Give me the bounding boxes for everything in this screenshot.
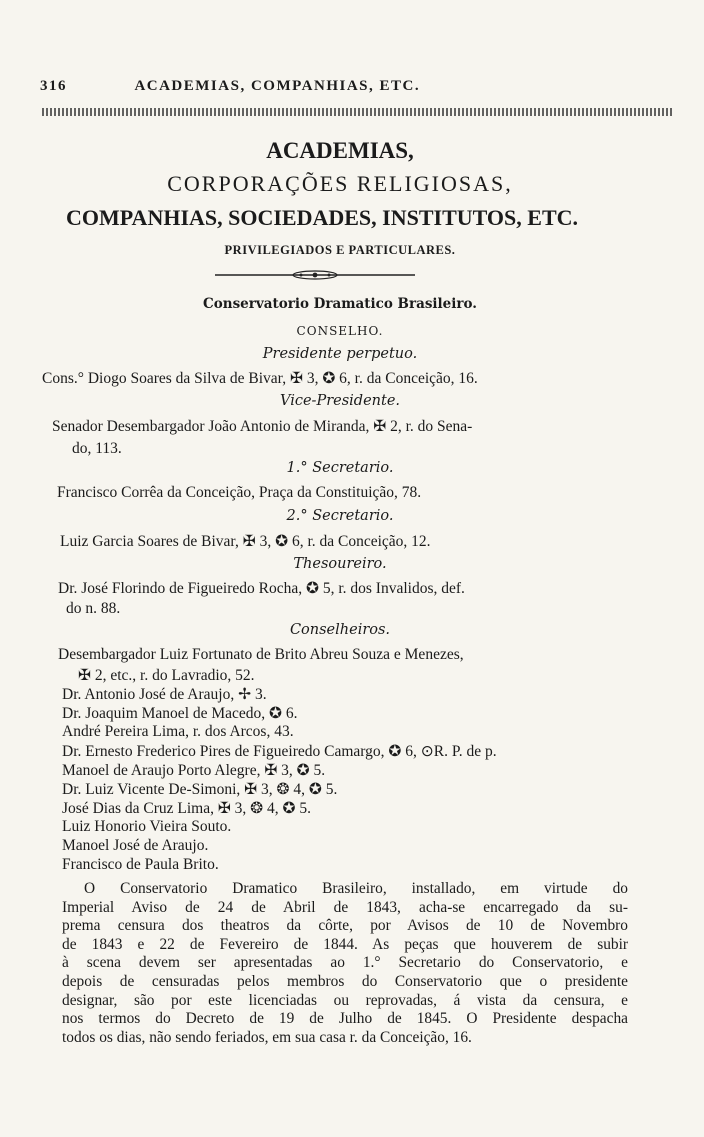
- entry-line: Manoel de Araujo Porto Alegre, ✠ 3, ✪ 5.: [62, 762, 326, 779]
- entry-line: Desembargador Luiz Fortunato de Brito Abreu Souza e Menezes,: [58, 646, 464, 663]
- body-paragraph: [62, 880, 628, 1047]
- entry-line: Cons.° Diogo Soares da Silva de Bivar, ✠ 3, ✪ 6, r. da Conceição, 16.: [42, 370, 478, 387]
- entry-line: Dr. Antonio José de Araujo, ✢ 3.: [62, 686, 267, 703]
- entry-line: Dr. Joaquim Manoel de Macedo, ✪ 6.: [62, 705, 298, 722]
- entry-line: Luiz Honorio Vieira Souto.: [62, 818, 232, 835]
- entry-line: Dr. Ernesto Frederico Pires de Figueiredo Camargo, ✪ 6, ⊙R. P. de p.: [62, 743, 497, 760]
- title-line-4: PRIVILEGIADOS E PARTICULARES.: [224, 243, 456, 257]
- entry-line: ✠ 2, etc., r. do Lavradio, 52.: [78, 667, 255, 684]
- paragraph-line: O Conservatorio Dramatico Brasileiro, installado, em virtude do: [84, 880, 628, 897]
- entry-line: André Pereira Lima, r. dos Arcos, 43.: [62, 723, 294, 740]
- entry-line: Francisco Corrêa da Conceição, Praça da Constituição, 78.: [57, 484, 422, 501]
- running-header: [40, 78, 670, 95]
- section-title: Conservatorio Dramatico Brasileiro.: [203, 296, 477, 312]
- entry-line: Dr. Luiz Vicente De-Simoni, ✠ 3, ❂ 4, ✪ 5.: [62, 781, 338, 798]
- title-line-1: ACADEMIAS,: [266, 138, 414, 163]
- paragraph-line: depois de censuradas pelos membros do Conservatorio que o presidente: [62, 972, 628, 990]
- entry-line: Luiz Garcia Soares de Bivar, ✠ 3, ✪ 6, r. da Conceição, 12.: [60, 533, 431, 550]
- role-heading: 1.° Secretario.: [286, 460, 394, 476]
- paragraph-line: à scena devem ser apresentadas ao 1.° Secretario do Conservatorio, e: [62, 954, 628, 972]
- paragraph-line: prema censura dos theatros da côrte, por Avisos de 10 de Novembro: [62, 917, 628, 935]
- entry-line: Manoel José de Araujo.: [62, 837, 209, 854]
- entry-line: do n. 88.: [66, 600, 121, 617]
- paragraph-line: de 1843 e 22 de Fevereiro de 1844. As peças que houverem de subir: [62, 935, 628, 953]
- entry-line: Dr. José Florindo de Figueiredo Rocha, ✪ 5, r. dos Invalidos, def.: [58, 580, 465, 597]
- section-subheading: CONSELHO.: [296, 324, 384, 338]
- entry-line: Francisco de Paula Brito.: [62, 856, 219, 873]
- entry-line: Senador Desembargador João Antonio de Miranda, ✠ 2, r. do Sena-: [52, 418, 473, 435]
- decorative-rule: [42, 108, 672, 116]
- role-heading: Vice-Presidente.: [279, 393, 401, 409]
- page-number: 316: [40, 78, 67, 94]
- ornament-divider: [215, 270, 415, 280]
- paragraph-line: designar, são por este licenciadas ou reprovadas, á vista da censura, e: [62, 991, 628, 1009]
- running-title: ACADEMIAS, COMPANHIAS, ETC.: [134, 78, 421, 94]
- role-heading: 2.° Secretario.: [286, 508, 394, 524]
- paragraph-line: todos os dias, não sendo feriados, em sua casa r. da Conceição, 16.: [62, 1028, 472, 1046]
- entry-line: do, 113.: [72, 440, 122, 457]
- paragraph-line: nos termos do Decreto de 19 de Julho de 1845. O Presidente despacha: [62, 1010, 628, 1028]
- title-line-2: CORPORAÇÕES RELIGIOSAS,: [167, 171, 513, 196]
- entry-line: José Dias da Cruz Lima, ✠ 3, ❂ 4, ✪ 5.: [62, 800, 312, 817]
- paragraph-line: Imperial Aviso de 24 de Abril de 1843, acha-se encarregado da su-: [62, 898, 628, 916]
- role-heading: Conselheiros.: [289, 622, 391, 638]
- role-heading: Thesoureiro.: [293, 556, 387, 572]
- role-heading: Presidente perpetuo.: [262, 346, 418, 362]
- title-line-3: COMPANHIAS, SOCIEDADES, INSTITUTOS, ETC.: [65, 205, 579, 230]
